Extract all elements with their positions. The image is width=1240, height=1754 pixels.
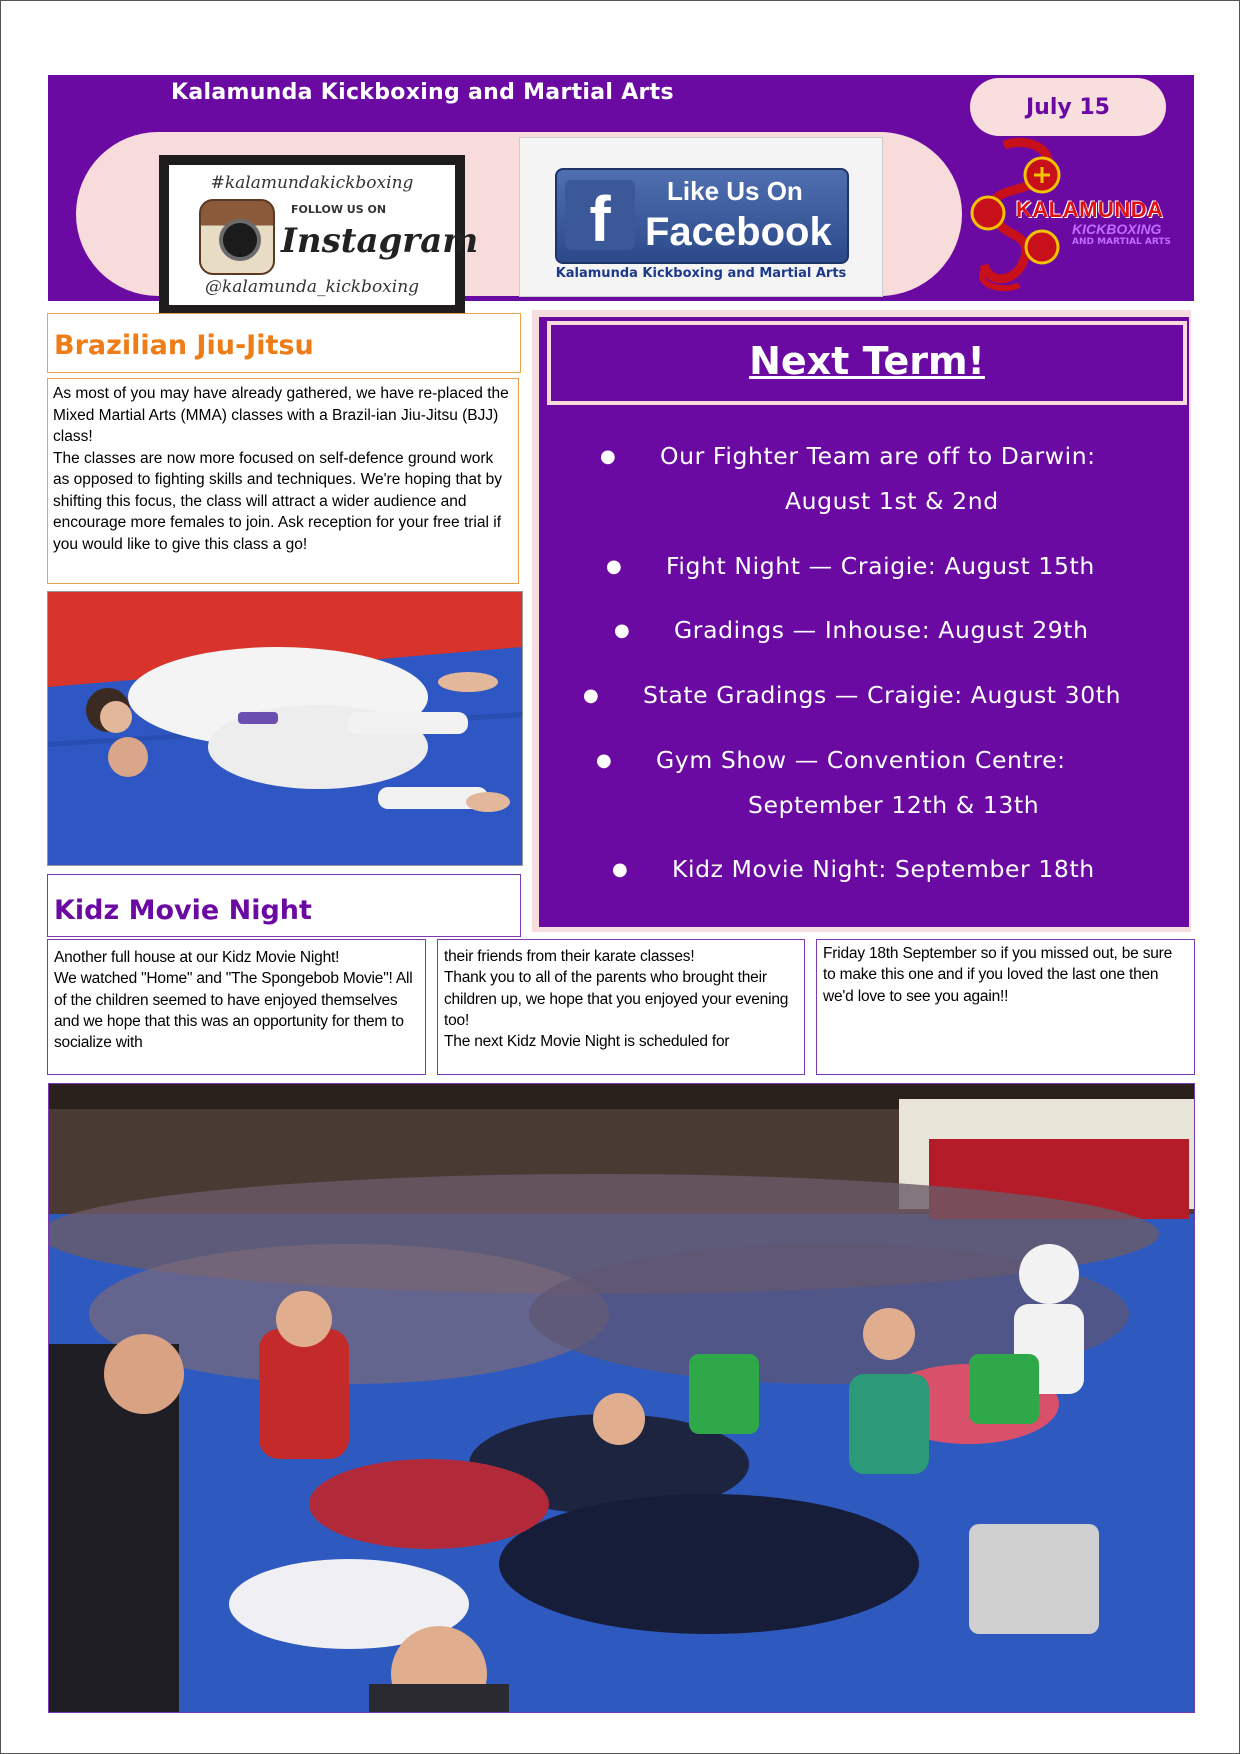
- bullet-icon: ●: [600, 446, 617, 467]
- movie-night-photo-illustration: [49, 1084, 1194, 1712]
- movie-night-heading: Kidz Movie Night: [54, 895, 312, 926]
- facebook-banner[interactable]: [519, 137, 883, 297]
- camera-lens-icon: [219, 219, 261, 261]
- bjj-heading: Brazilian Jiu-Jitsu: [54, 330, 314, 361]
- term-item-line1: Gradings — Inhouse: August 29th: [674, 616, 1089, 644]
- term-item-line1: Fight Night — Craigie: August 15th: [666, 552, 1095, 580]
- term-item-line1: Our Fighter Team are off to Darwin:: [660, 442, 1096, 470]
- header-title: Kalamunda Kickboxing and Martial Arts: [171, 80, 674, 105]
- instagram-card: [169, 165, 479, 305]
- facebook-caption: Kalamunda Kickboxing and Martial Arts: [555, 266, 847, 281]
- next-term-heading: Next Term!: [749, 339, 985, 383]
- term-item-line1: Gym Show — Convention Centre:: [656, 746, 1066, 774]
- movie-night-heading-box: [47, 874, 521, 937]
- term-item: [583, 673, 1122, 718]
- movie-night-photo: [48, 1083, 1195, 1713]
- term-item: [612, 847, 1095, 892]
- issue-date-badge: July 15: [970, 78, 1166, 136]
- next-term-heading-box: [547, 321, 1187, 405]
- movie-night-text-1: Another full house at our Kidz Movie Night! We watched "Home" and "The Spongebob Movie"! All of the children seemed to have enjoyed themselves and we hope that this was an opportunity for them to socialize with: [54, 949, 413, 1052]
- movie-night-text-2: their friends from their karate classes! Thank you to all of the parents who brought their children up, we hope that you enjoyed your evening too! The next Kidz Movie Night is scheduled for: [444, 948, 789, 1051]
- facebook-like-text: Like Us On: [667, 176, 803, 206]
- logo-subtitle-small: AND MARTIAL ARTS: [1072, 237, 1171, 247]
- bjj-heading-box: [47, 313, 521, 373]
- bullet-icon: ●: [612, 859, 629, 880]
- instagram-follow-text: FOLLOW US ON: [291, 203, 387, 216]
- term-item: [596, 738, 1156, 828]
- term-item-line2: September 12th & 13th: [748, 791, 1040, 819]
- logo-wordmark: KALAMUNDA: [1016, 197, 1164, 222]
- bullet-icon: ●: [606, 556, 623, 577]
- bjj-article: [47, 378, 519, 584]
- instagram-handle: @kalamunda_kickboxing: [204, 277, 420, 297]
- newsletter-header: [48, 75, 1194, 301]
- facebook-f-icon: f: [565, 180, 635, 250]
- facebook-wordmark: Facebook: [645, 210, 832, 254]
- term-item: [614, 608, 1089, 653]
- logo-subtitle: KICKBOXING: [1072, 221, 1162, 237]
- club-logo: [964, 135, 1190, 295]
- term-item-line2: August 1st & 2nd: [785, 487, 999, 515]
- bullet-icon: ●: [583, 685, 600, 706]
- term-item: [606, 544, 1095, 589]
- bjj-article-text: As most of you may have already gathered, we have re-placed the Mixed Martial Arts (MMA) classes with a Brazil-ian Jiu-Jitsu (BJJ) class! The classes are now more focused on self-defence ground work as opposed to fighting skills and techniques. We're hoping that by shifting this focus, the class will attract a wider audience and encourage more females to join. Ask reception for your free trial if you would like to give this class a go!: [53, 385, 509, 553]
- bullet-icon: ●: [596, 750, 613, 771]
- facebook-like-button[interactable]: [555, 168, 849, 264]
- instagram-camera-icon: [199, 199, 275, 275]
- instagram-wordmark: Instagram: [281, 221, 479, 261]
- movie-night-text-3: Friday 18th September so if you missed out, be sure to make this one and if you loved the last one then we'd love to see you again!!: [823, 945, 1173, 1005]
- movie-night-column-1: [47, 939, 426, 1075]
- term-item-line1: Kidz Movie Night: September 18th: [672, 855, 1095, 883]
- bjj-photo-illustration: [48, 592, 522, 865]
- bjj-photo: [47, 591, 523, 866]
- movie-night-column-3: [816, 939, 1195, 1075]
- movie-night-column-2: [437, 939, 805, 1075]
- instagram-hashtag: #kalamundakickboxing: [210, 173, 414, 193]
- term-item-line1: State Gradings — Craigie: August 30th: [643, 681, 1122, 709]
- instagram-banner[interactable]: [159, 155, 479, 315]
- term-item: [600, 434, 1180, 524]
- bullet-icon: ●: [614, 620, 631, 641]
